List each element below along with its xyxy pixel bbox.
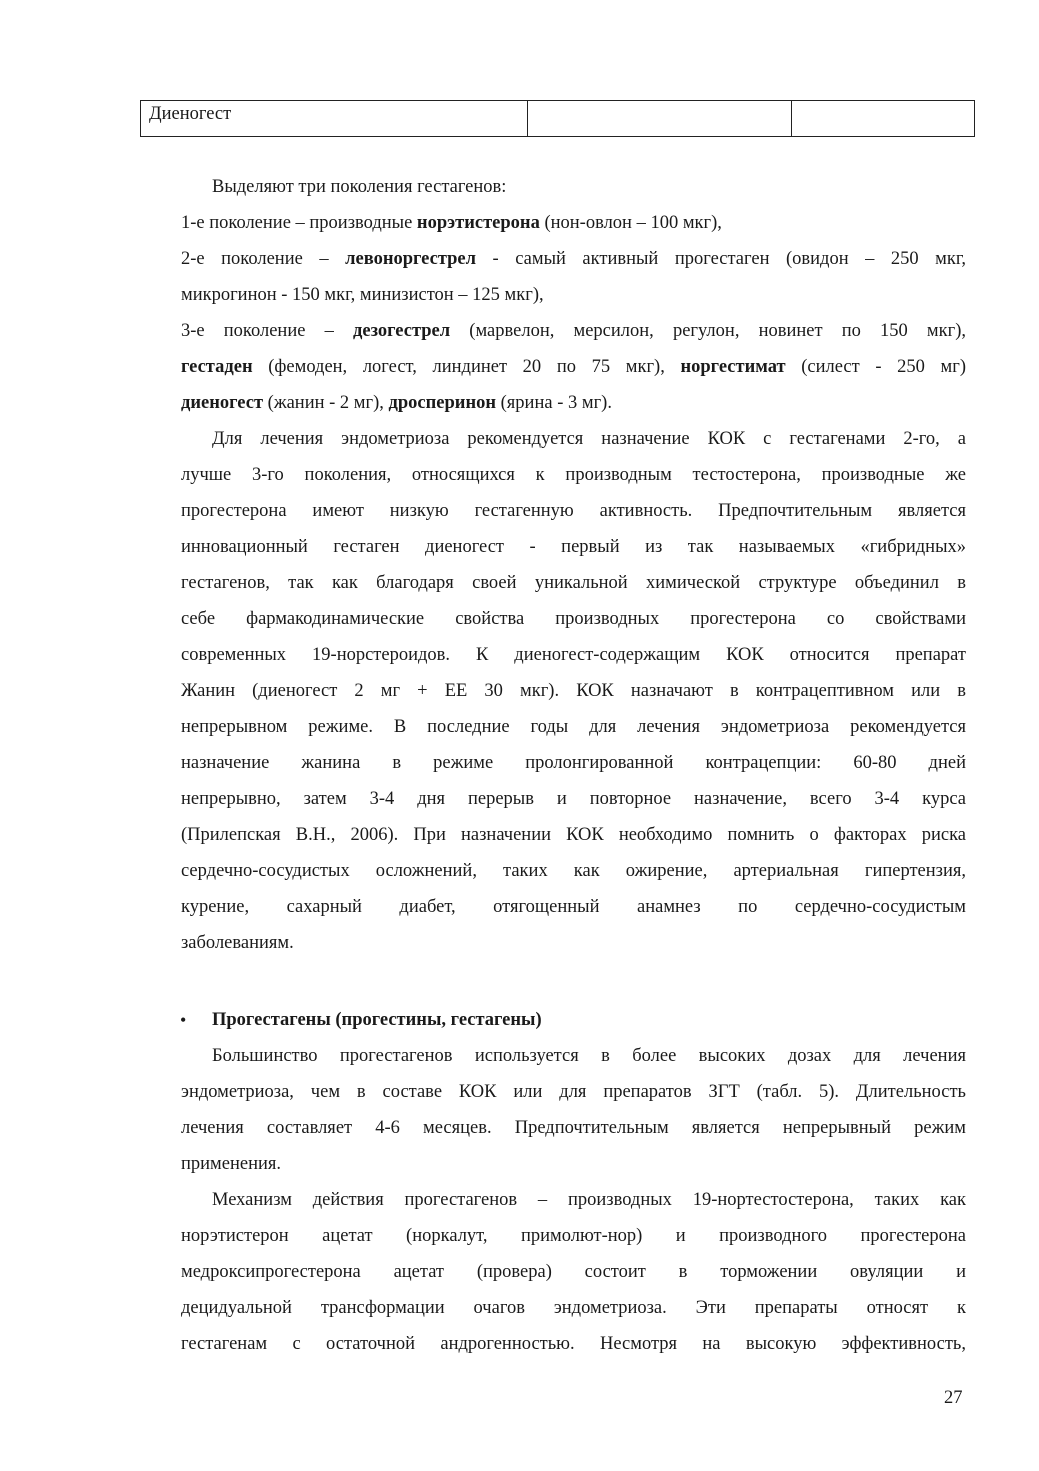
paragraph-line: эндометриоза, чем в составе КОК или для препаратов ЗГТ (табл. 5). Длительность xyxy=(181,1082,966,1102)
paragraph-line: децидуальной трансформации очагов эндометриоза. Эти препараты относят к xyxy=(181,1298,966,1318)
gen3-drug-gestaden: гестаден xyxy=(181,357,253,377)
paragraph-line: (Прилепская В.Н., 2006). При назначении КОК необходимо помнить о факторах риска xyxy=(181,825,966,845)
gen3-drug: дезогестрел xyxy=(353,321,451,341)
paragraph-line: непрерывно, затем 3-4 дня перерыв и повторное назначение, всего 3-4 курса xyxy=(181,789,966,809)
generations-intro: Выделяют три поколения гестагенов: xyxy=(212,177,507,197)
paragraph-line: применения. xyxy=(181,1154,282,1174)
paragraph-line: Большинство прогестагенов используется в более высоких дозах для лечения xyxy=(212,1046,966,1066)
paragraph-line: Жанин (диеногест 2 мг + ЕЕ 30 мкг). КОК назначают в контрацептивном или в xyxy=(181,681,966,701)
gen3-suffix: (марвелон, мерсилон, регулон, новинет по 150 мкг), xyxy=(450,321,966,341)
gen1-suffix: (нон-овлон – 100 мкг), xyxy=(539,213,722,233)
paragraph-line: гестагенов, так как благодаря своей уникальной химической структуре объединил в xyxy=(181,573,966,593)
paragraph-line: Для лечения эндометриоза рекомендуется назначение КОК с гестагенами 2-го, а xyxy=(212,429,966,449)
paragraph-line: курение, сахарный диабет, отягощенный анамнез по сердечно-сосудистым xyxy=(181,897,966,917)
gen3-suffix-2: (силест - 250 мг) xyxy=(785,357,966,377)
paragraph-line: норэтистерон ацетат (норкалут, примолют-нор) и производного прогестерона xyxy=(181,1226,966,1246)
paragraph-line: лечения составляет 4-6 месяцев. Предпочтительным является непрерывный режим xyxy=(181,1118,966,1138)
gen3-drug-norgestimat: норгестимат xyxy=(680,357,786,377)
paragraph-line: гестагенам с остаточной андрогенностью. Несмотря на высокую эффективность, xyxy=(181,1334,966,1354)
gen2-prefix: 2-е поколение – xyxy=(181,249,346,269)
bullet-icon: • xyxy=(180,1010,187,1030)
gen2-drug: левоноргестрел xyxy=(345,249,477,269)
generation-3-line-1 xyxy=(181,318,966,344)
table-cell-drug: Диеногест xyxy=(141,101,528,137)
paragraph-line: себе фармакодинамические свойства производных прогестерона со свойствами xyxy=(181,609,966,629)
gen3-mid: (фемоден, логест, линдинет 20 по 75 мкг), xyxy=(252,357,681,377)
paragraph-line: современных 19-норстероидов. К диеногест-содержащим КОК относится препарат xyxy=(181,645,966,665)
gen2-suffix: - самый активный прогестаген (овидон – 250 мкг, xyxy=(476,249,966,269)
generation-2-line-1 xyxy=(181,246,966,272)
gen3-prefix: 3-е поколение – xyxy=(181,321,353,341)
table-row xyxy=(141,101,975,137)
gen1-prefix: 1-е поколение – производные xyxy=(181,213,417,233)
page-number: 27 xyxy=(944,1388,963,1408)
generation-1-line xyxy=(181,210,966,236)
gen3-drug-dienogest: диеногест xyxy=(181,393,264,413)
generation-3-line-3 xyxy=(181,390,966,416)
section-heading: Прогестагены (прогестины, гестагены) xyxy=(212,1010,542,1030)
gen3-suffix-3: (ярина - 3 мг). xyxy=(496,393,612,413)
paragraph-line: сердечно-сосудистых осложнений, таких как ожирение, артериальная гипертензия, xyxy=(181,861,966,881)
paragraph-line: медроксипрогестерона ацетат (провера) состоит в торможении овуляции и xyxy=(181,1262,966,1282)
paragraph-line: заболеваниям. xyxy=(181,933,294,953)
paragraph-line: Механизм действия прогестагенов – производных 19-нортестостерона, таких как xyxy=(212,1190,966,1210)
table-cell-2 xyxy=(528,101,792,137)
gen3-mid-2: (жанин - 2 мг), xyxy=(263,393,389,413)
paragraph-line: лучше 3-го поколения, относящихся к производным тестостерона, производные же xyxy=(181,465,966,485)
drug-table-row xyxy=(140,100,975,137)
table-cell-3 xyxy=(792,101,975,137)
gen3-drug-drospirenone: дросперинон xyxy=(388,393,497,413)
paragraph-line: назначение жанина в режиме пролонгированной контрацепции: 60-80 дней xyxy=(181,753,966,773)
generation-3-line-2 xyxy=(181,354,966,380)
paragraph-line: инновационный гестаген диеногест - первый из так называемых «гибридных» xyxy=(181,537,966,557)
paragraph-line: непрерывном режиме. В последние годы для лечения эндометриоза рекомендуется xyxy=(181,717,966,737)
generation-2-line-2: микрогинон - 150 мкг, минизистон – 125 мкг), xyxy=(181,285,544,305)
paragraph-line: прогестерона имеют низкую гестагенную активность. Предпочтительным является xyxy=(181,501,966,521)
gen1-drug: норэтистерона xyxy=(416,213,540,233)
